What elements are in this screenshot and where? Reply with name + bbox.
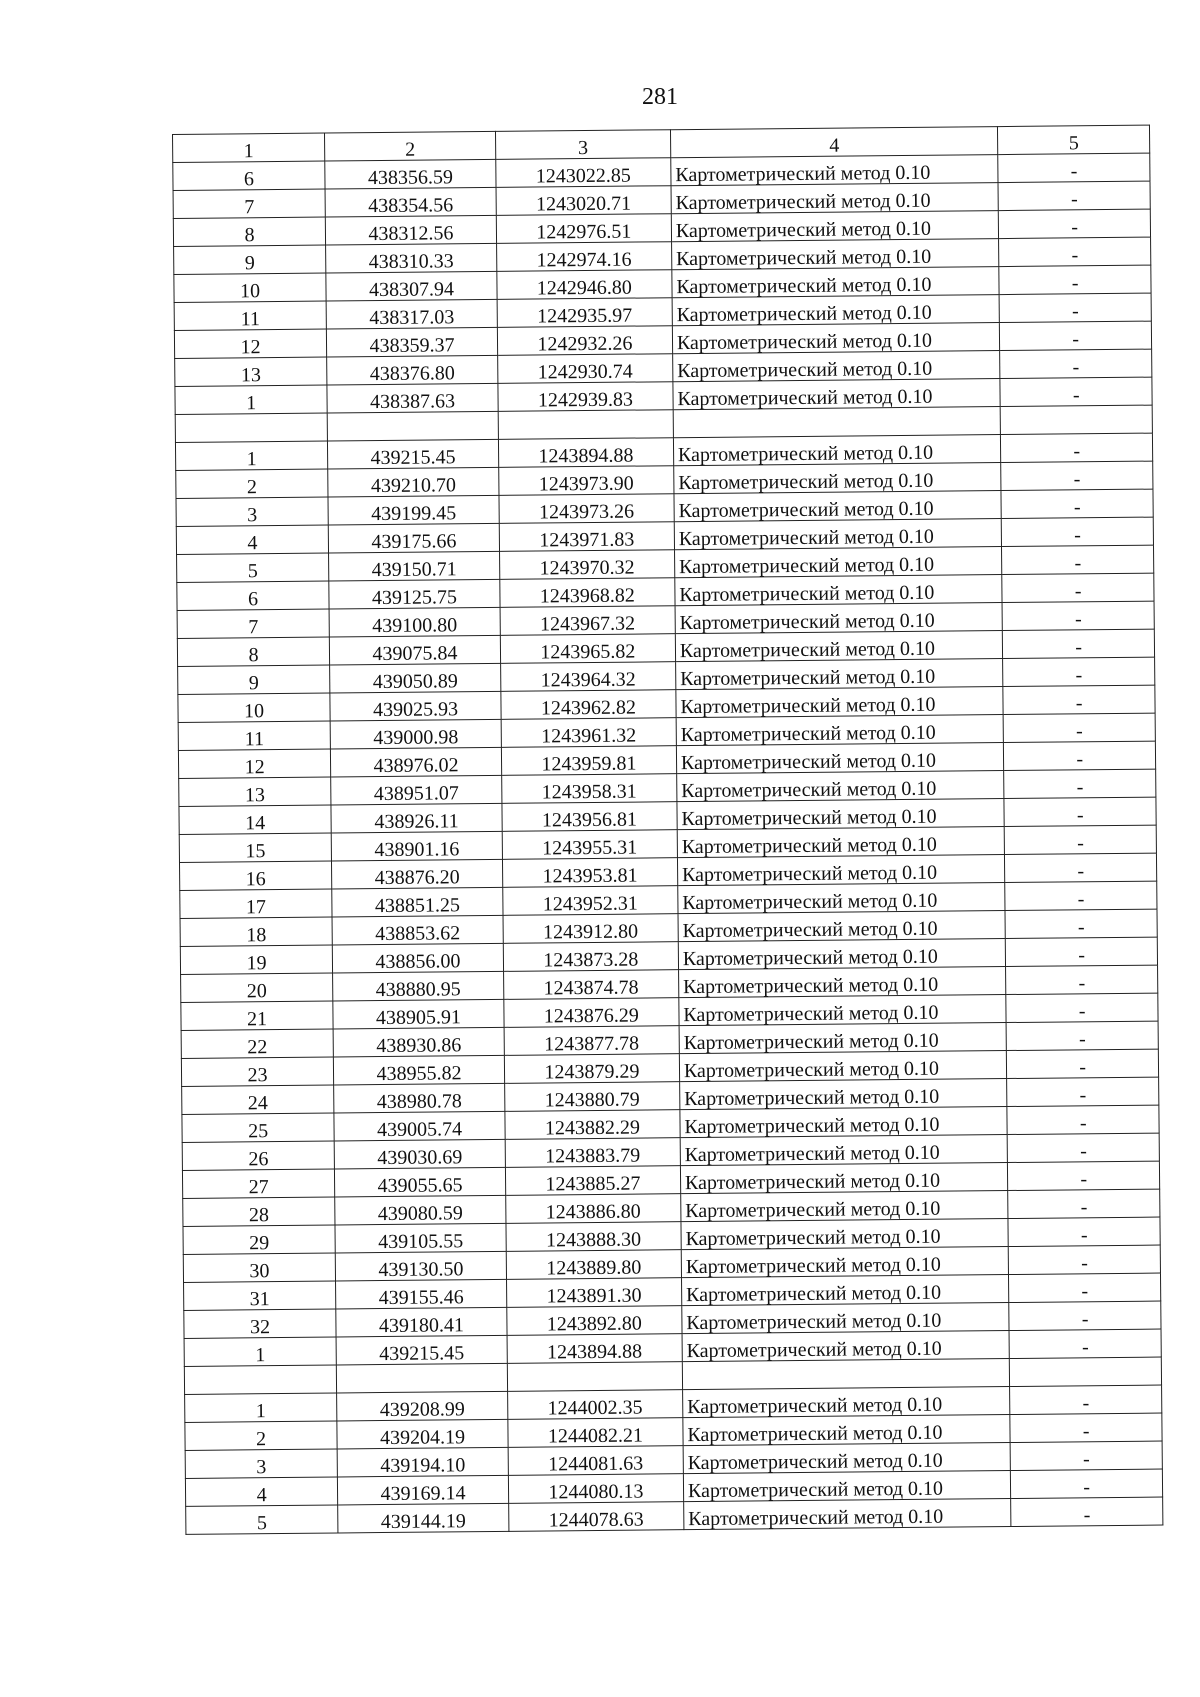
note-cell: - — [1000, 349, 1152, 378]
point-number-cell: 5 — [186, 1505, 338, 1534]
method-cell: Картометрический метод 0.10 — [676, 743, 1004, 774]
x-coordinate-cell: 438905.91 — [333, 999, 504, 1029]
note-cell: - — [1011, 1497, 1163, 1526]
y-coordinate-cell: 1243886.80 — [506, 1194, 681, 1224]
x-coordinate-cell: 439144.19 — [338, 1503, 509, 1533]
coordinates-table-body — [173, 125, 1163, 1534]
y-coordinate-cell: 1244002.35 — [507, 1390, 682, 1420]
point-number-cell: 13 — [175, 357, 327, 386]
note-cell: - — [1001, 461, 1153, 490]
note-cell: - — [1009, 1301, 1161, 1330]
point-number-cell: 5 — [177, 553, 329, 582]
point-number-cell: 26 — [182, 1141, 334, 1170]
note-cell: - — [1004, 741, 1156, 770]
method-cell: Картометрический метод 0.10 — [672, 323, 1000, 354]
empty-cell — [327, 411, 498, 441]
method-cell: Картометрический метод 0.10 — [678, 883, 1006, 914]
x-coordinate-cell: 439080.59 — [335, 1195, 506, 1225]
note-cell: - — [1003, 685, 1155, 714]
y-coordinate-cell: 1243894.88 — [507, 1334, 682, 1364]
note-cell: - — [1005, 881, 1157, 910]
point-number-cell: 2 — [185, 1421, 337, 1450]
y-coordinate-cell: 1243953.81 — [502, 858, 677, 888]
note-cell: - — [1000, 377, 1152, 406]
note-cell: - — [1002, 545, 1154, 574]
header-cell-2: 2 — [325, 131, 496, 161]
empty-cell — [673, 407, 1001, 438]
x-coordinate-cell: 438376.80 — [327, 355, 498, 385]
y-coordinate-cell: 1243958.31 — [502, 774, 677, 804]
x-coordinate-cell: 438901.16 — [331, 831, 502, 861]
point-number-cell: 17 — [180, 889, 332, 918]
x-coordinate-cell: 438976.02 — [331, 747, 502, 777]
x-coordinate-cell: 438926.11 — [331, 803, 502, 833]
note-cell: - — [1008, 1217, 1160, 1246]
x-coordinate-cell: 439000.98 — [330, 719, 501, 749]
method-cell: Картометрический метод 0.10 — [671, 211, 999, 242]
method-cell: Картометрический метод 0.10 — [674, 491, 1002, 522]
y-coordinate-cell: 1243888.30 — [506, 1222, 681, 1252]
method-cell: Картометрический метод 0.10 — [672, 267, 1000, 298]
x-coordinate-cell: 438317.03 — [326, 299, 497, 329]
note-cell: - — [998, 181, 1150, 210]
method-cell: Картометрический метод 0.10 — [678, 939, 1006, 970]
point-number-cell: 15 — [179, 833, 331, 862]
method-cell: Картометрический метод 0.10 — [681, 1247, 1009, 1278]
point-number-cell: 1 — [185, 1393, 337, 1422]
x-coordinate-cell: 439125.75 — [329, 579, 500, 609]
x-coordinate-cell: 438310.33 — [326, 243, 497, 273]
note-cell: - — [998, 153, 1150, 182]
y-coordinate-cell: 1244078.63 — [509, 1502, 684, 1532]
method-cell: Картометрический метод 0.10 — [680, 1163, 1008, 1194]
point-number-cell: 10 — [178, 693, 330, 722]
method-cell: Картометрический метод 0.10 — [677, 827, 1005, 858]
y-coordinate-cell: 1243956.81 — [502, 802, 677, 832]
x-coordinate-cell: 439169.14 — [338, 1475, 509, 1505]
empty-cell — [498, 410, 673, 440]
note-cell: - — [1008, 1133, 1160, 1162]
note-cell: - — [1008, 1189, 1160, 1218]
empty-cell — [507, 1362, 682, 1392]
note-cell: - — [1001, 489, 1153, 518]
method-cell: Картометрический метод 0.10 — [673, 435, 1001, 466]
note-cell: - — [1007, 1049, 1159, 1078]
y-coordinate-cell: 1242976.51 — [496, 214, 671, 244]
x-coordinate-cell: 439150.71 — [329, 551, 500, 581]
x-coordinate-cell: 438354.56 — [325, 187, 496, 217]
note-cell: - — [999, 293, 1151, 322]
x-coordinate-cell: 438876.20 — [332, 859, 503, 889]
note-cell: - — [999, 209, 1151, 238]
method-cell: Картометрический метод 0.10 — [681, 1191, 1009, 1222]
y-coordinate-cell: 1243889.80 — [506, 1250, 681, 1280]
y-coordinate-cell: 1243952.31 — [503, 886, 678, 916]
point-number-cell: 1 — [175, 441, 327, 470]
y-coordinate-cell: 1243955.31 — [502, 830, 677, 860]
y-coordinate-cell: 1243885.27 — [505, 1166, 680, 1196]
x-coordinate-cell: 439055.65 — [335, 1167, 506, 1197]
method-cell: Картометрический метод 0.10 — [677, 855, 1005, 886]
method-cell: Картометрический метод 0.10 — [674, 519, 1002, 550]
y-coordinate-cell: 1244081.63 — [508, 1446, 683, 1476]
y-coordinate-cell: 1243894.88 — [498, 438, 673, 468]
y-coordinate-cell: 1243968.82 — [500, 578, 675, 608]
method-cell: Картометрический метод 0.10 — [675, 659, 1003, 690]
method-cell: Картометрический метод 0.10 — [680, 1135, 1008, 1166]
x-coordinate-cell: 439155.46 — [336, 1279, 507, 1309]
note-cell: - — [1006, 993, 1158, 1022]
x-coordinate-cell: 438359.37 — [327, 327, 498, 357]
method-cell: Картометрический метод 0.10 — [682, 1387, 1010, 1418]
point-number-cell: 12 — [174, 329, 326, 358]
x-coordinate-cell: 438312.56 — [325, 215, 496, 245]
header-cell-1: 1 — [173, 133, 325, 162]
y-coordinate-cell: 1242935.97 — [497, 298, 672, 328]
note-cell: - — [1006, 937, 1158, 966]
method-cell: Картометрический метод 0.10 — [679, 1051, 1007, 1082]
note-cell: - — [1005, 909, 1157, 938]
point-number-cell: 14 — [179, 805, 331, 834]
point-number-cell: 29 — [183, 1225, 335, 1254]
method-cell: Картометрический метод 0.10 — [680, 1107, 1008, 1138]
note-cell: - — [1006, 965, 1158, 994]
note-cell: - — [1010, 1413, 1162, 1442]
header-cell-5: 5 — [998, 125, 1150, 154]
point-number-cell: 30 — [183, 1253, 335, 1282]
note-cell: - — [1005, 853, 1157, 882]
point-number-cell: 27 — [182, 1169, 334, 1198]
method-cell: Картометрический метод 0.10 — [680, 1079, 1008, 1110]
x-coordinate-cell: 439180.41 — [336, 1307, 507, 1337]
x-coordinate-cell: 439208.99 — [337, 1391, 508, 1421]
point-number-cell: 16 — [179, 861, 331, 890]
x-coordinate-cell: 438930.86 — [333, 1027, 504, 1057]
note-cell: - — [1011, 1469, 1163, 1498]
note-cell: - — [999, 237, 1151, 266]
y-coordinate-cell: 1243970.32 — [499, 550, 674, 580]
y-coordinate-cell: 1243873.28 — [503, 942, 678, 972]
point-number-cell: 8 — [173, 217, 325, 246]
point-number-cell: 4 — [176, 525, 328, 554]
note-cell: - — [1005, 825, 1157, 854]
empty-cell — [682, 1359, 1010, 1390]
coordinates-table — [172, 125, 1163, 1535]
y-coordinate-cell: 1243876.29 — [504, 998, 679, 1028]
y-coordinate-cell: 1242939.83 — [498, 382, 673, 412]
note-cell: - — [1003, 713, 1155, 742]
x-coordinate-cell: 439204.19 — [337, 1419, 508, 1449]
y-coordinate-cell: 1243959.81 — [501, 746, 676, 776]
y-coordinate-cell: 1243912.80 — [503, 914, 678, 944]
x-coordinate-cell: 438356.59 — [325, 159, 496, 189]
method-cell: Картометрический метод 0.10 — [679, 1023, 1007, 1054]
note-cell: - — [1004, 769, 1156, 798]
point-number-cell: 20 — [181, 973, 333, 1002]
header-cell-3: 3 — [495, 130, 670, 160]
y-coordinate-cell: 1242974.16 — [496, 242, 671, 272]
method-cell: Картометрический метод 0.10 — [678, 911, 1006, 942]
x-coordinate-cell: 439199.45 — [328, 495, 499, 525]
note-cell: - — [1008, 1161, 1160, 1190]
y-coordinate-cell: 1243964.32 — [500, 662, 675, 692]
point-number-cell: 8 — [177, 637, 329, 666]
x-coordinate-cell: 439175.66 — [328, 523, 499, 553]
x-coordinate-cell: 439215.45 — [328, 439, 499, 469]
y-coordinate-cell: 1243880.79 — [504, 1082, 679, 1112]
point-number-cell: 22 — [181, 1029, 333, 1058]
x-coordinate-cell: 439050.89 — [330, 663, 501, 693]
note-cell: - — [1009, 1245, 1161, 1274]
x-coordinate-cell: 438980.78 — [334, 1083, 505, 1113]
empty-cell — [1010, 1357, 1162, 1386]
method-cell: Картометрический метод 0.10 — [677, 771, 1005, 802]
point-number-cell: 1 — [175, 385, 327, 414]
x-coordinate-cell: 438951.07 — [331, 775, 502, 805]
y-coordinate-cell: 1243879.29 — [504, 1054, 679, 1084]
y-coordinate-cell: 1243891.30 — [506, 1278, 681, 1308]
x-coordinate-cell: 439025.93 — [330, 691, 501, 721]
note-cell: - — [1007, 1077, 1159, 1106]
x-coordinate-cell: 438307.94 — [326, 271, 497, 301]
x-coordinate-cell: 438851.25 — [332, 887, 503, 917]
note-cell: - — [1010, 1385, 1162, 1414]
y-coordinate-cell: 1243961.32 — [501, 718, 676, 748]
method-cell: Картометрический метод 0.10 — [674, 547, 1002, 578]
note-cell: - — [1002, 601, 1154, 630]
point-number-cell: 23 — [181, 1057, 333, 1086]
method-cell: Картометрический метод 0.10 — [675, 631, 1003, 662]
y-coordinate-cell: 1242932.26 — [497, 326, 672, 356]
page-number: 281 — [642, 84, 678, 110]
x-coordinate-cell: 439210.70 — [328, 467, 499, 497]
method-cell: Картометрический метод 0.10 — [683, 1415, 1011, 1446]
y-coordinate-cell: 1242930.74 — [497, 354, 672, 384]
point-number-cell: 2 — [176, 469, 328, 498]
method-cell: Картометрический метод 0.10 — [671, 155, 999, 186]
note-cell: - — [999, 265, 1151, 294]
y-coordinate-cell: 1243877.78 — [504, 1026, 679, 1056]
x-coordinate-cell: 439130.50 — [335, 1251, 506, 1281]
x-coordinate-cell: 439194.10 — [337, 1447, 508, 1477]
y-coordinate-cell: 1243965.82 — [500, 634, 675, 664]
method-cell: Картометрический метод 0.10 — [673, 351, 1001, 382]
method-cell: Картометрический метод 0.10 — [683, 1443, 1011, 1474]
method-cell: Картометрический метод 0.10 — [674, 463, 1002, 494]
y-coordinate-cell: 1243962.82 — [501, 690, 676, 720]
x-coordinate-cell: 438955.82 — [334, 1055, 505, 1085]
method-cell: Картометрический метод 0.10 — [676, 687, 1004, 718]
y-coordinate-cell: 1243883.79 — [505, 1138, 680, 1168]
y-coordinate-cell: 1243020.71 — [496, 186, 671, 216]
x-coordinate-cell: 439075.84 — [329, 635, 500, 665]
y-coordinate-cell: 1243967.32 — [500, 606, 675, 636]
point-number-cell: 13 — [179, 777, 331, 806]
point-number-cell: 21 — [181, 1001, 333, 1030]
point-number-cell: 3 — [185, 1449, 337, 1478]
y-coordinate-cell: 1243971.83 — [499, 522, 674, 552]
method-cell: Картометрический метод 0.10 — [683, 1471, 1011, 1502]
note-cell: - — [1010, 1441, 1162, 1470]
method-cell: Картометрический метод 0.10 — [672, 295, 1000, 326]
note-cell: - — [1006, 1021, 1158, 1050]
method-cell: Картометрический метод 0.10 — [684, 1499, 1012, 1530]
x-coordinate-cell: 439105.55 — [335, 1223, 506, 1253]
y-coordinate-cell: 1243973.26 — [499, 494, 674, 524]
y-coordinate-cell: 1243892.80 — [507, 1306, 682, 1336]
x-coordinate-cell: 438880.95 — [333, 971, 504, 1001]
y-coordinate-cell: 1243882.29 — [505, 1110, 680, 1140]
header-cell-4: 4 — [670, 127, 998, 158]
note-cell: - — [1003, 629, 1155, 658]
note-cell: - — [1003, 657, 1155, 686]
method-cell: Картометрический метод 0.10 — [676, 715, 1004, 746]
point-number-cell: 1 — [184, 1337, 336, 1366]
y-coordinate-cell: 1244082.21 — [508, 1418, 683, 1448]
y-coordinate-cell: 1243874.78 — [503, 970, 678, 1000]
method-cell: Картометрический метод 0.10 — [677, 799, 1005, 830]
point-number-cell: 7 — [177, 609, 329, 638]
empty-cell — [184, 1365, 336, 1394]
y-coordinate-cell: 1242946.80 — [497, 270, 672, 300]
note-cell: - — [1002, 517, 1154, 546]
point-number-cell: 12 — [178, 749, 330, 778]
point-number-cell: 6 — [177, 581, 329, 610]
method-cell: Картометрический метод 0.10 — [681, 1275, 1009, 1306]
x-coordinate-cell: 438856.00 — [332, 943, 503, 973]
point-number-cell: 9 — [174, 245, 326, 274]
x-coordinate-cell: 439100.80 — [329, 607, 500, 637]
method-cell: Картометрический метод 0.10 — [682, 1303, 1010, 1334]
point-number-cell: 32 — [184, 1309, 336, 1338]
x-coordinate-cell: 439215.45 — [336, 1335, 507, 1365]
point-number-cell: 31 — [184, 1281, 336, 1310]
note-cell: - — [1001, 433, 1153, 462]
empty-cell — [336, 1363, 507, 1393]
method-cell: Картометрический метод 0.10 — [675, 603, 1003, 634]
point-number-cell: 11 — [174, 301, 326, 330]
method-cell: Картометрический метод 0.10 — [679, 995, 1007, 1026]
point-number-cell: 4 — [185, 1477, 337, 1506]
point-number-cell: 9 — [178, 665, 330, 694]
point-number-cell: 10 — [174, 273, 326, 302]
note-cell: - — [1009, 1329, 1161, 1358]
x-coordinate-cell: 439005.74 — [334, 1111, 505, 1141]
method-cell: Картометрический метод 0.10 — [673, 379, 1001, 410]
method-cell: Картометрический метод 0.10 — [682, 1331, 1010, 1362]
x-coordinate-cell: 438387.63 — [327, 383, 498, 413]
note-cell: - — [1002, 573, 1154, 602]
method-cell: Картометрический метод 0.10 — [671, 239, 999, 270]
point-number-cell: 25 — [182, 1113, 334, 1142]
y-coordinate-cell: 1243022.85 — [496, 158, 671, 188]
y-coordinate-cell: 1243973.90 — [499, 466, 674, 496]
y-coordinate-cell: 1244080.13 — [508, 1474, 683, 1504]
point-number-cell: 19 — [180, 945, 332, 974]
method-cell: Картометрический метод 0.10 — [671, 183, 999, 214]
method-cell: Картометрический метод 0.10 — [681, 1219, 1009, 1250]
point-number-cell: 28 — [183, 1197, 335, 1226]
empty-cell — [175, 413, 327, 442]
point-number-cell: 11 — [178, 721, 330, 750]
point-number-cell: 3 — [176, 497, 328, 526]
method-cell: Картометрический метод 0.10 — [678, 967, 1006, 998]
point-number-cell: 7 — [173, 189, 325, 218]
note-cell: - — [1007, 1105, 1159, 1134]
x-coordinate-cell: 439030.69 — [334, 1139, 505, 1169]
method-cell: Картометрический метод 0.10 — [675, 575, 1003, 606]
note-cell: - — [1000, 321, 1152, 350]
point-number-cell: 18 — [180, 917, 332, 946]
x-coordinate-cell: 438853.62 — [332, 915, 503, 945]
point-number-cell: 6 — [173, 161, 325, 190]
point-number-cell: 24 — [182, 1085, 334, 1114]
note-cell: - — [1009, 1273, 1161, 1302]
note-cell: - — [1004, 797, 1156, 826]
empty-cell — [1001, 405, 1153, 434]
